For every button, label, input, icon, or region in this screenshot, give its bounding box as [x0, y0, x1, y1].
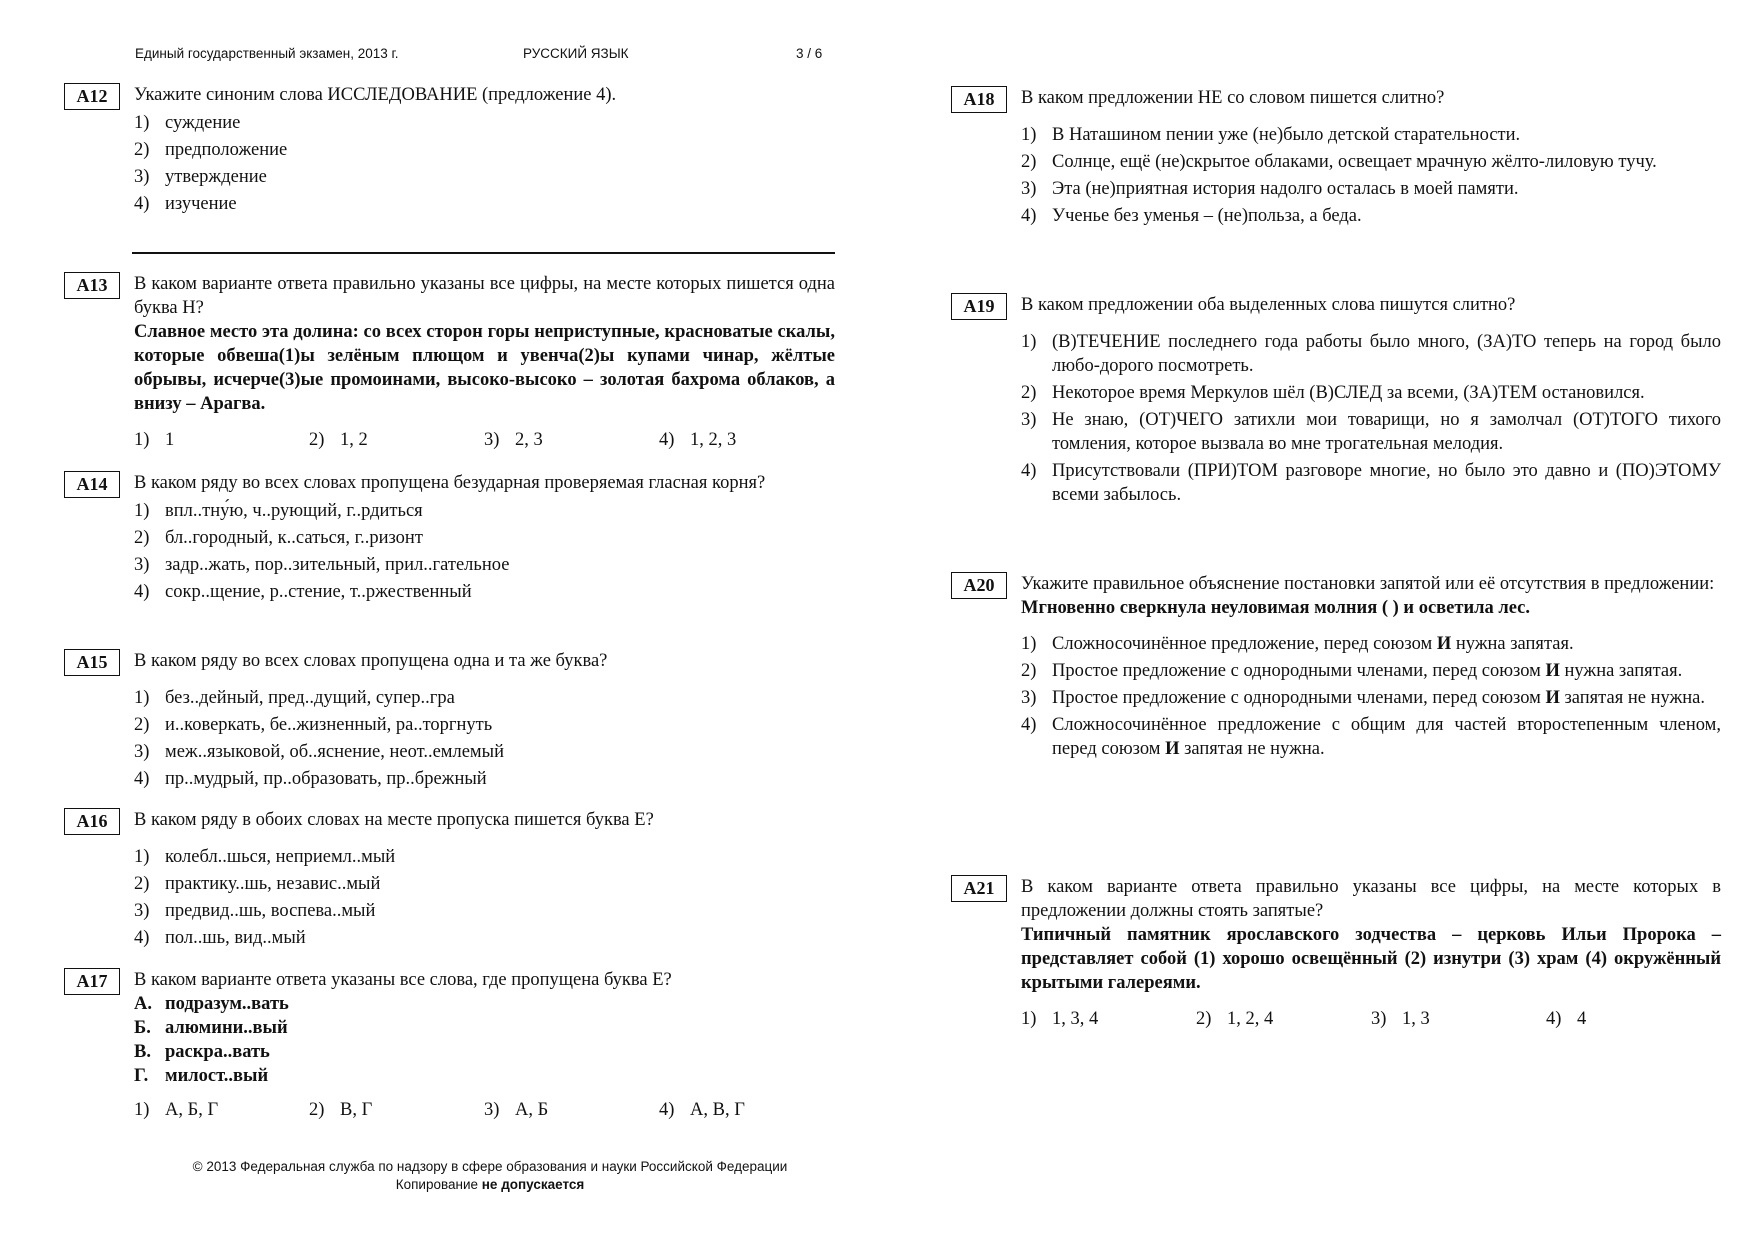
- option: 1) колебл..шься, неприемл..мый: [134, 847, 396, 867]
- option: 1) без..дейный, пред..дущий, супер..гра: [134, 688, 455, 708]
- question-text: В каком варианте ответа указаны все слова, где пропущена буква Е?: [134, 970, 672, 990]
- option: 3) предвид..шь, воспева..мый: [134, 901, 376, 921]
- footer-copy-notice: Копирование не допускается: [395, 1177, 585, 1192]
- letter-item: Б. алюмини..вый: [134, 1018, 288, 1038]
- option: 3) Эта (не)приятная история надолго осталась в моей памяти.: [1021, 179, 1519, 199]
- option: 1) Сложносочинённое предложение, перед союзом И нужна запятая.: [1021, 634, 1574, 654]
- option: 4) Сложносочинённое предложение с общим для частей второстепенным членом, перед союзом И запятая не нужна.: [1021, 715, 1721, 759]
- section-divider: [132, 252, 835, 254]
- question-label: А17: [64, 968, 120, 995]
- option: 3) А, Б: [484, 1100, 549, 1120]
- question-label: А18: [951, 86, 1007, 113]
- option: 1) 1: [134, 430, 175, 450]
- option: 2) предположение: [134, 140, 288, 160]
- option: 2) бл..городный, к..саться, г..ризонт: [134, 528, 423, 548]
- option: 2) 1, 2, 4: [1196, 1009, 1274, 1029]
- header-exam: Единый государственный экзамен, 2013 г.: [135, 46, 399, 61]
- letter-item: В. раскра..вать: [134, 1042, 270, 1062]
- question-label: А12: [64, 83, 120, 110]
- option: 4) А, В, Г: [659, 1100, 745, 1120]
- option: 2) Солнце, ещё (не)скрытое облаками, освещает мрачную жёлто-лиловую тучу.: [1021, 152, 1657, 172]
- question-text: В каком ряду во всех словах пропущена одна и та же буква?: [134, 651, 608, 671]
- option: 1) А, Б, Г: [134, 1100, 219, 1120]
- option: 2) практику..шь, независ..мый: [134, 874, 381, 894]
- option: 1) В Наташином пении уже (не)было детской старательности.: [1021, 125, 1521, 145]
- option: 4) 4: [1546, 1009, 1587, 1029]
- question-text: В каком варианте ответа правильно указаны все цифры, на месте которых в предложении должны стоять запятые?: [1021, 877, 1721, 921]
- question-sentence: Типичный памятник ярославского зодчества – церковь Ильи Пророка – представляет собой (1) хорошо освещённый (2) изнутри (3) храм (4) окружённый крытыми галереями.: [1021, 925, 1721, 993]
- letter-item: А. подразум..вать: [134, 994, 289, 1014]
- option: 4) Присутствовали (ПРИ)ТОМ разговоре многие, но было это давно и (ПО)ЭТОМУ всеми забылось.: [1021, 461, 1721, 505]
- question-label: А14: [64, 471, 120, 498]
- question-label: А19: [951, 293, 1007, 320]
- option: 3) 2, 3: [484, 430, 543, 450]
- option: 2) Некоторое время Меркулов шёл (В)СЛЕД за всеми, (ЗА)ТЕМ остановился.: [1021, 383, 1645, 403]
- question-sentence: Мгновенно сверкнула неуловимая молния ( ) и осветила лес.: [1021, 598, 1531, 618]
- option: 3) задр..жать, пор..зительный, прил..гательное: [134, 555, 510, 575]
- option: 4) изучение: [134, 194, 237, 214]
- question-text: В каком предложении НЕ со словом пишется слитно?: [1021, 88, 1445, 108]
- option: 4) пол..шь, вид..мый: [134, 928, 306, 948]
- question-text: В каком ряду в обоих словах на месте пропуска пишется буква Е?: [134, 810, 654, 830]
- question-label: А16: [64, 808, 120, 835]
- option: 2) 1, 2: [309, 430, 368, 450]
- option: 3) Простое предложение с однородными членами, перед союзом И запятая не нужна.: [1021, 688, 1706, 708]
- option: 3) Не знаю, (ОТ)ЧЕГО затихли мои товарищи, но я замолчал (ОТ)ТОГО тихого томления, которое вызвала во мне трогательная мелодия.: [1021, 410, 1721, 454]
- question-label: А21: [951, 875, 1007, 902]
- header-subject: РУССКИЙ ЯЗЫК: [523, 46, 629, 61]
- letter-item: Г. милост..вый: [134, 1066, 269, 1086]
- option: 3) 1, 3: [1371, 1009, 1430, 1029]
- option: 2) Простое предложение с однородными членами, перед союзом И нужна запятая.: [1021, 661, 1683, 681]
- option: 4) пр..мудрый, пр..образовать, пр..брежный: [134, 769, 487, 789]
- option: 4) сокр..щение, р..стение, т..ржественный: [134, 582, 472, 602]
- question-label: А13: [64, 272, 120, 299]
- question-text: Укажите правильное объяснение постановки запятой или её отсутствия в предложении:: [1021, 574, 1715, 594]
- question-label: А15: [64, 649, 120, 676]
- question-text: В каком варианте ответа правильно указаны все цифры, на месте которых пишется одна буква Н?: [134, 274, 835, 318]
- option: 2) В, Г: [309, 1100, 373, 1120]
- option: 3) утверждение: [134, 167, 267, 187]
- question-text: Укажите синоним слова ИССЛЕДОВАНИЕ (предложение 4).: [134, 85, 617, 105]
- option: 1) (В)ТЕЧЕНИЕ последнего года работы было много, (ЗА)ТО теперь на город было любо-дорого посмотреть.: [1021, 332, 1721, 376]
- option: 1) впл..тну́ю, ч..рующий, г..рдиться: [134, 501, 423, 521]
- option: 4) 1, 2, 3: [659, 430, 737, 450]
- option: 1) 1, 3, 4: [1021, 1009, 1099, 1029]
- footer-copyright: © 2013 Федеральная служба по надзору в сфере образования и науки Российской Федерации: [192, 1159, 788, 1174]
- footer: [60, 1158, 920, 1194]
- header-page-number: 3 / 6: [796, 46, 823, 61]
- option: 4) Ученье без уменья – (не)польза, а беда.: [1021, 206, 1362, 226]
- question-sentence: Славное место эта долина: со всех сторон горы неприступные, красноватые скалы, которые обвеша(1)ы зелёным плющом и увенча(2)ы купами чинар, жёлтые обрывы, исчерче(3)ые промоинами, высоко-высоко – золотая бахрома облаков, а внизу – Арагва.: [134, 322, 835, 414]
- question-label: А20: [951, 572, 1007, 599]
- question-text: В каком предложении оба выделенных слова пишутся слитно?: [1021, 295, 1516, 315]
- option: 1) суждение: [134, 113, 241, 133]
- option: 2) и..коверкать, бе..жизненный, ра..торгнуть: [134, 715, 493, 735]
- question-text: В каком ряду во всех словах пропущена безударная проверяемая гласная корня?: [134, 473, 766, 493]
- option: 3) меж..языковой, об..яснение, неот..емлемый: [134, 742, 504, 762]
